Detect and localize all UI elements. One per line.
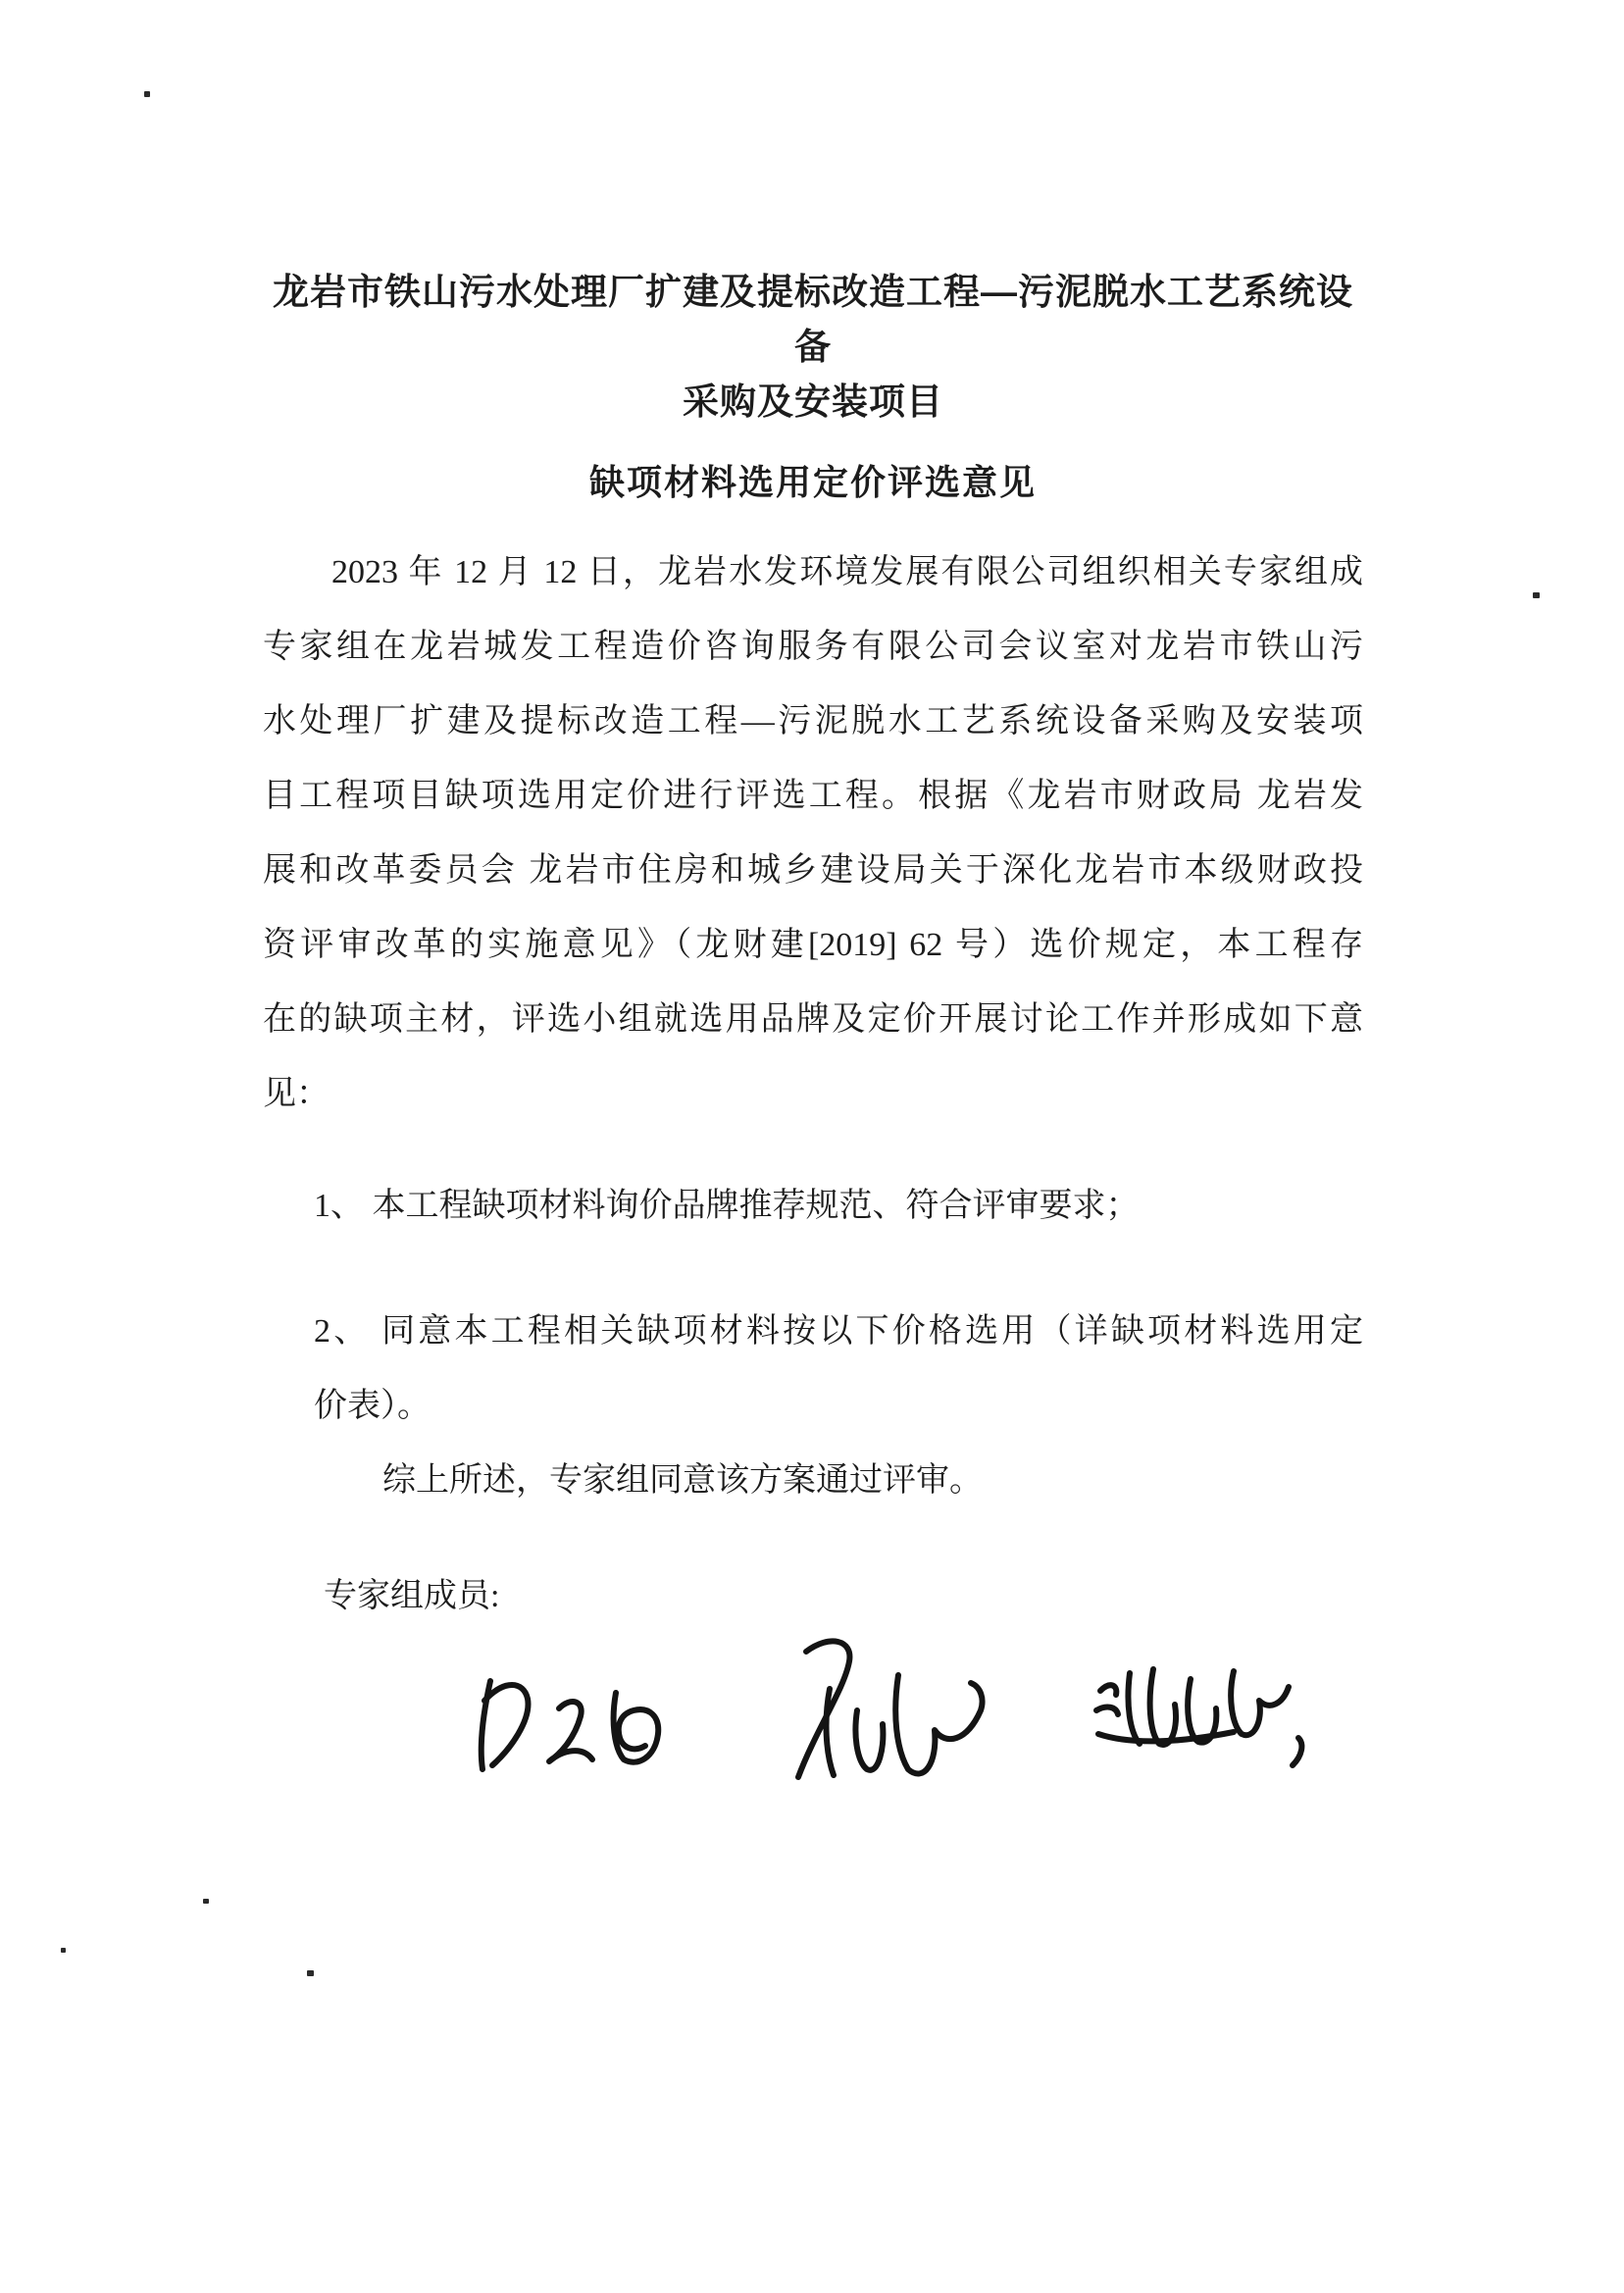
- handwritten-signature-2-icon: [773, 1628, 998, 1800]
- paragraph-line: 专家组在龙岩城发工程造价咨询服务有限公司会议室对龙岩市铁山污: [263, 629, 1363, 665]
- scan-speck: [307, 1970, 314, 1976]
- list-item-2-line1: 2、 同意本工程相关缺项材料按以下价格选用（详缺项材料选用定: [314, 1313, 1363, 1350]
- conclusion-line: 综上所述，专家组同意该方案通过评审。: [382, 1462, 983, 1499]
- list-item-2-line2: 价表）。: [314, 1388, 431, 1424]
- document-title-line1: 龙岩市铁山污水处理厂扩建及提标改造工程—污泥脱水工艺系统设备: [273, 272, 1353, 367]
- signature-row: [263, 1626, 1363, 1812]
- paragraph-line: 展和改革委员会 龙岩市住房和城乡建设局关于深化龙岩市本级财政投: [263, 852, 1363, 889]
- paragraph-line: 2023 年 12 月 12 日，龙岩水发环境发展有限公司组织相关专家组成: [331, 554, 1363, 590]
- document-title: [263, 265, 1363, 430]
- document-subtitle: 缺项材料选用定价评选意见: [588, 462, 1037, 502]
- scan-speck: [144, 91, 150, 97]
- handwritten-signature-1-icon: [469, 1663, 694, 1781]
- scan-speck: [1533, 592, 1540, 598]
- paragraph-line: 资评审改革的实施意见》（龙财建[2019] 62 号）选价规定，本工程存: [263, 927, 1363, 963]
- signature-section-label: 专家组成员:: [324, 1578, 500, 1614]
- paragraph-line: 目工程项目缺项选用定价进行评选工程。根据《龙岩市财政局 龙岩发: [263, 778, 1363, 814]
- list-item-1: [314, 1169, 1363, 1244]
- document-body: [263, 265, 1363, 1518]
- paragraph-line: 见：: [263, 1076, 330, 1112]
- paragraph-line: 在的缺项主材，评选小组就选用品牌及定价开展讨论工作并形成如下意: [263, 1001, 1363, 1038]
- handwritten-signature-3-icon: [1087, 1644, 1322, 1781]
- main-paragraph: [263, 535, 1363, 1132]
- list-item-1-text: 1、 本工程缺项材料询价品牌推荐规范、符合评审要求；: [314, 1188, 1140, 1224]
- document-title-line2: 采购及安装项目: [683, 382, 943, 422]
- paragraph-line: 水处理厂扩建及提标改造工程—污泥脱水工艺系统设备采购及安装项: [263, 703, 1363, 739]
- signature-section: [263, 1567, 1363, 1822]
- list-item-2: [314, 1295, 1363, 1444]
- scan-speck: [203, 1899, 209, 1904]
- scan-speck: [61, 1948, 66, 1953]
